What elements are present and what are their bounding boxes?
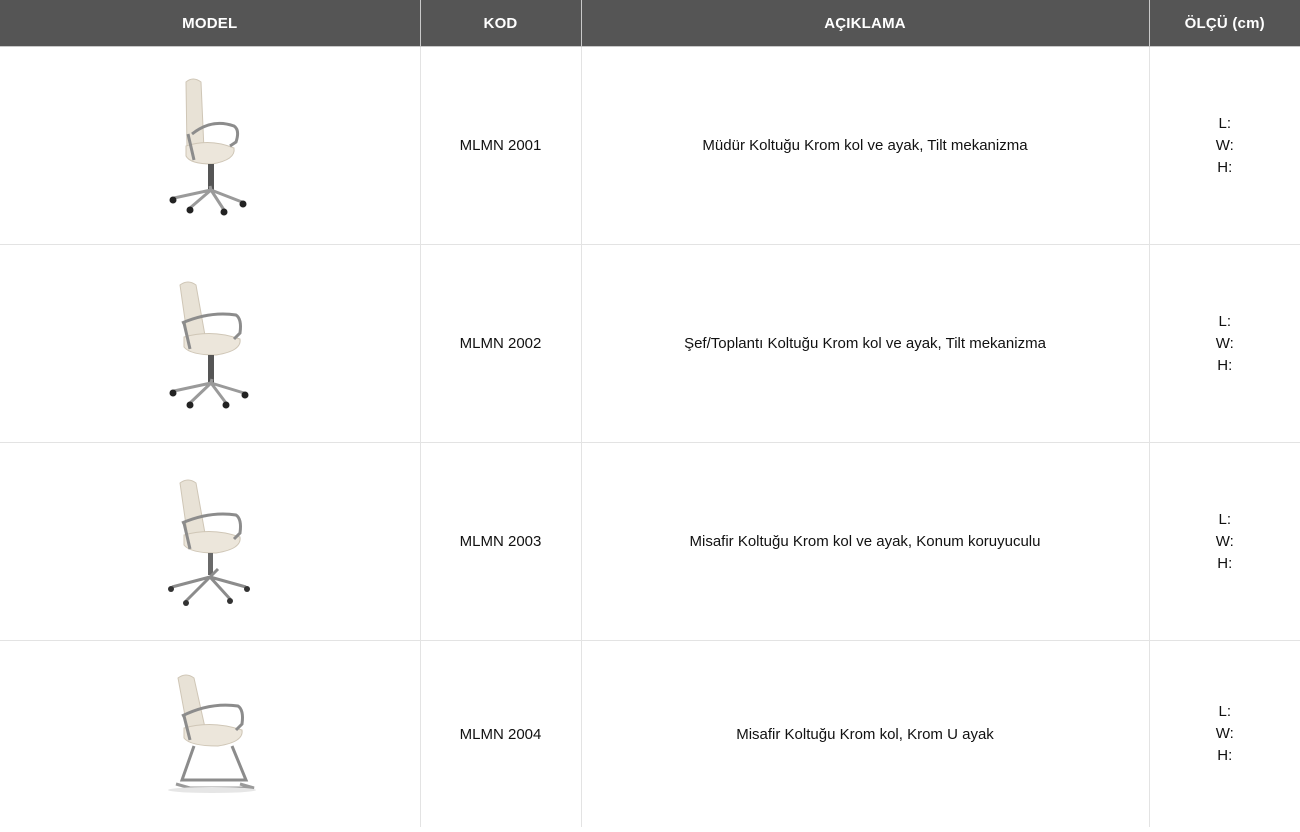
header-model: MODEL (0, 0, 420, 47)
size-cell (1149, 47, 1300, 245)
width-label: W: (1215, 136, 1234, 154)
kod-cell: MLMN 2002 (420, 245, 581, 443)
description-cell: Misafir Koltuğu Krom kol, Krom U ayak (581, 641, 1149, 828)
chair-image (160, 279, 260, 409)
chair-image (160, 672, 260, 796)
model-cell (0, 641, 420, 828)
model-cell (0, 443, 420, 641)
size-cell (1149, 641, 1300, 828)
kod-cell: MLMN 2003 (420, 443, 581, 641)
header-olcu: ÖLÇÜ (cm) (1149, 0, 1300, 47)
length-label: L: (1218, 114, 1231, 132)
size-cell (1149, 443, 1300, 641)
model-cell (0, 245, 420, 443)
header-aciklama: AÇIKLAMA (581, 0, 1149, 47)
header-kod: KOD (420, 0, 581, 47)
table-header (0, 0, 1300, 47)
length-label: L: (1218, 510, 1231, 528)
table-row (0, 443, 1300, 641)
kod-cell: MLMN 2004 (420, 641, 581, 828)
description-cell: Müdür Koltuğu Krom kol ve ayak, Tilt mekanizma (581, 47, 1149, 245)
chair-image (160, 76, 260, 216)
model-cell (0, 47, 420, 245)
height-label: H: (1217, 554, 1233, 572)
description-cell: Şef/Toplantı Koltuğu Krom kol ve ayak, Tilt mekanizma (581, 245, 1149, 443)
height-label: H: (1217, 158, 1233, 176)
width-label: W: (1215, 725, 1234, 742)
height-label: H: (1217, 747, 1233, 764)
table-row (0, 47, 1300, 245)
width-label: W: (1215, 532, 1234, 550)
table-row (0, 641, 1300, 828)
description-cell: Misafir Koltuğu Krom kol ve ayak, Konum koruyuculu (581, 443, 1149, 641)
chair-image (160, 477, 260, 607)
length-label: L: (1218, 703, 1231, 720)
kod-cell: MLMN 2001 (420, 47, 581, 245)
height-label: H: (1217, 356, 1233, 374)
width-label: W: (1215, 334, 1234, 352)
table-row (0, 245, 1300, 443)
length-label: L: (1218, 312, 1231, 330)
size-cell (1149, 245, 1300, 443)
